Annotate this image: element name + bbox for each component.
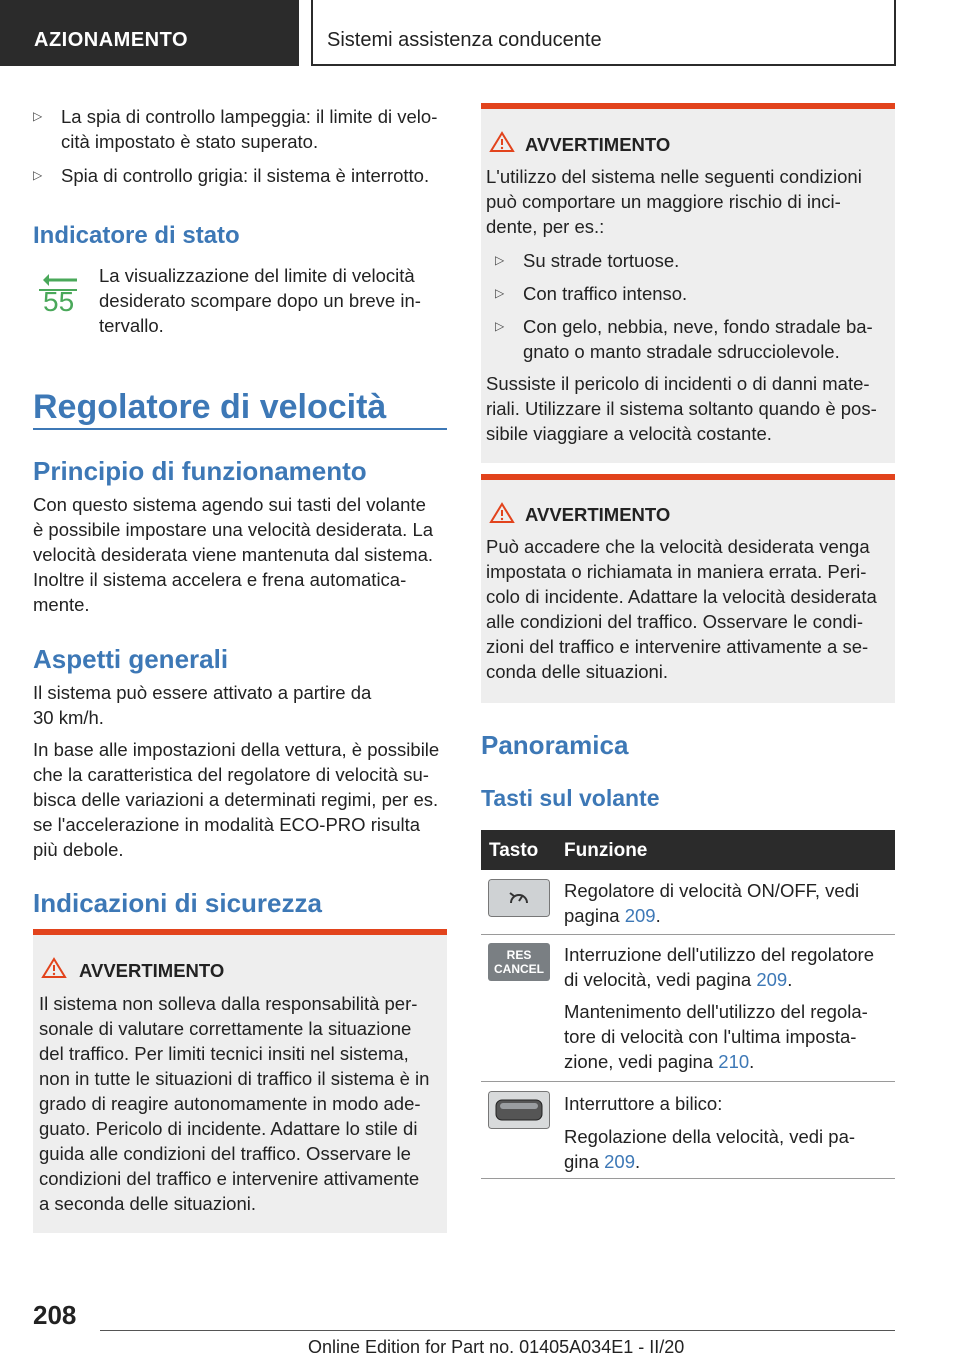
status-heading: Indicatore di stato [33,222,240,249]
warning-intro: L'utilizzo del sistema nelle seguenti condizioni può comportare un maggiore rischio di inci- dente, per es.: [486,166,862,237]
triangle-bullet-icon: ▷ [33,168,43,182]
warning-box [33,929,447,1233]
general-heading: Aspetti generali [33,644,229,674]
warning-bar [33,929,447,935]
heading-rule [33,428,447,430]
buttons-heading: Tasti sul volante [481,785,660,811]
safety-heading: Indicazioni di sicurezza [33,888,322,918]
bullet-item: ▷ La spia di controllo lampeggia: il limite di velo- cità impostato è stato superato. [33,106,438,152]
warning-triangle-icon [489,502,515,524]
edition-text: Online Edition for Part no. 01405A034E1 - II/20 [308,1337,685,1357]
warning-title: AVVERTIMENTO [79,960,225,981]
warning-triangle-icon [41,957,67,979]
page-link[interactable]: 209 [624,905,656,926]
column-header-function: Funzione [564,840,648,861]
general-text-2: In base alle impostazioni della vettura, è possibile che la caratteristica del regolatore di velocità su- bisca delle variazioni a determinati regimi, per es. se l'accelerazione in modalità ECO-PRO risulta più debole. [33,739,440,860]
bullet-item: ▷ Su strade tortuose. [495,250,680,271]
warning-box [481,474,895,703]
column-header-key: Tasto [489,840,539,861]
page-link[interactable]: 209 [756,969,788,990]
triangle-bullet-icon: ▷ [495,319,505,333]
triangle-bullet-icon: ▷ [495,286,505,300]
speed-limit-icon [33,266,81,322]
warning-bar [481,474,895,480]
overview-heading: Panoramica [481,730,629,760]
bullet-item: ▷ Con gelo, nebbia, neve, fondo stradale ba- gnato o manto stradale sdrucciolevole. [495,316,873,362]
warning-text: Può accadere che la velocità desiderata venga impostata o richiamata in maniera errata. Peri- colo di incidente. Adattare la velocità desiderata alle condizioni del traffico. Osservare le condi- zioni del traffico e intervenire attivamente a se- conda delle situazioni. [486,536,877,682]
speed-limit-value: 55 [43,286,75,317]
row-divider [481,934,895,935]
status-text: La visualizzazione del limite di velocità desiderato scompare dopo un breve in- tervallo. [99,265,421,336]
res-cancel-key-icon: RES CANCEL [488,943,550,981]
table-header [481,830,895,870]
warning-title: AVVERTIMENTO [525,504,671,525]
triangle-bullet-icon: ▷ [495,253,505,267]
bullet-item: ▷ Con traffico intenso. [495,283,688,304]
principle-text: Con questo sistema agendo sui tasti del volante è possibile impostare una velocità desiderata. La velocità desiderata viene mantenuta dal sistema. Inoltre il sistema accelera e frena automatica- mente. [33,494,434,615]
triangle-bullet-icon: ▷ [33,109,43,123]
general-text-1: Il sistema può essere attivato a partire da 30 km/h. [33,682,372,728]
cruise-onoff-key-icon [488,879,550,917]
warning-text: Il sistema non solleva dalla responsabilità per- sonale di valutare correttamente la situazione del traffico. Per limiti tecnici insiti nel sistema, non in tutte le situazioni di traffico il sistema è in grado di reagire autonomamente in modo ade- guato. Pericolo di incidente. Adattare lo stile di guida alle condizioni del traffico. Osservare le condizioni del traffico e intervenire attivamente a seconda delle situazioni. [39,993,430,1214]
page-number: 208 [33,1300,77,1330]
row-divider [481,1178,895,1179]
warning-box [481,103,895,463]
chapter-title: Sistemi assistenza conducente [311,0,896,66]
bullet-item: ▷ Spia di controllo grigia: il sistema è interrotto. [33,165,430,186]
section-tab: AZIONAMENTO [0,0,299,66]
principle-heading: Principio di funzionamento [33,456,367,486]
row-divider [481,1081,895,1082]
rocker-switch-key-icon [488,1091,550,1129]
page-link[interactable]: 209 [604,1151,635,1172]
footer-rule [100,1330,895,1331]
main-heading: Regolatore di velocità [33,388,387,426]
warning-title: AVVERTIMENTO [525,134,671,155]
warning-bar [481,103,895,109]
warning-outro: Sussiste il pericolo di incidenti o di danni mate- riali. Utilizzare il sistema soltanto quando è pos- sibile viaggiare a velocità costante. [486,373,877,444]
page-link[interactable]: 210 [718,1051,750,1072]
warning-triangle-icon [489,131,515,153]
